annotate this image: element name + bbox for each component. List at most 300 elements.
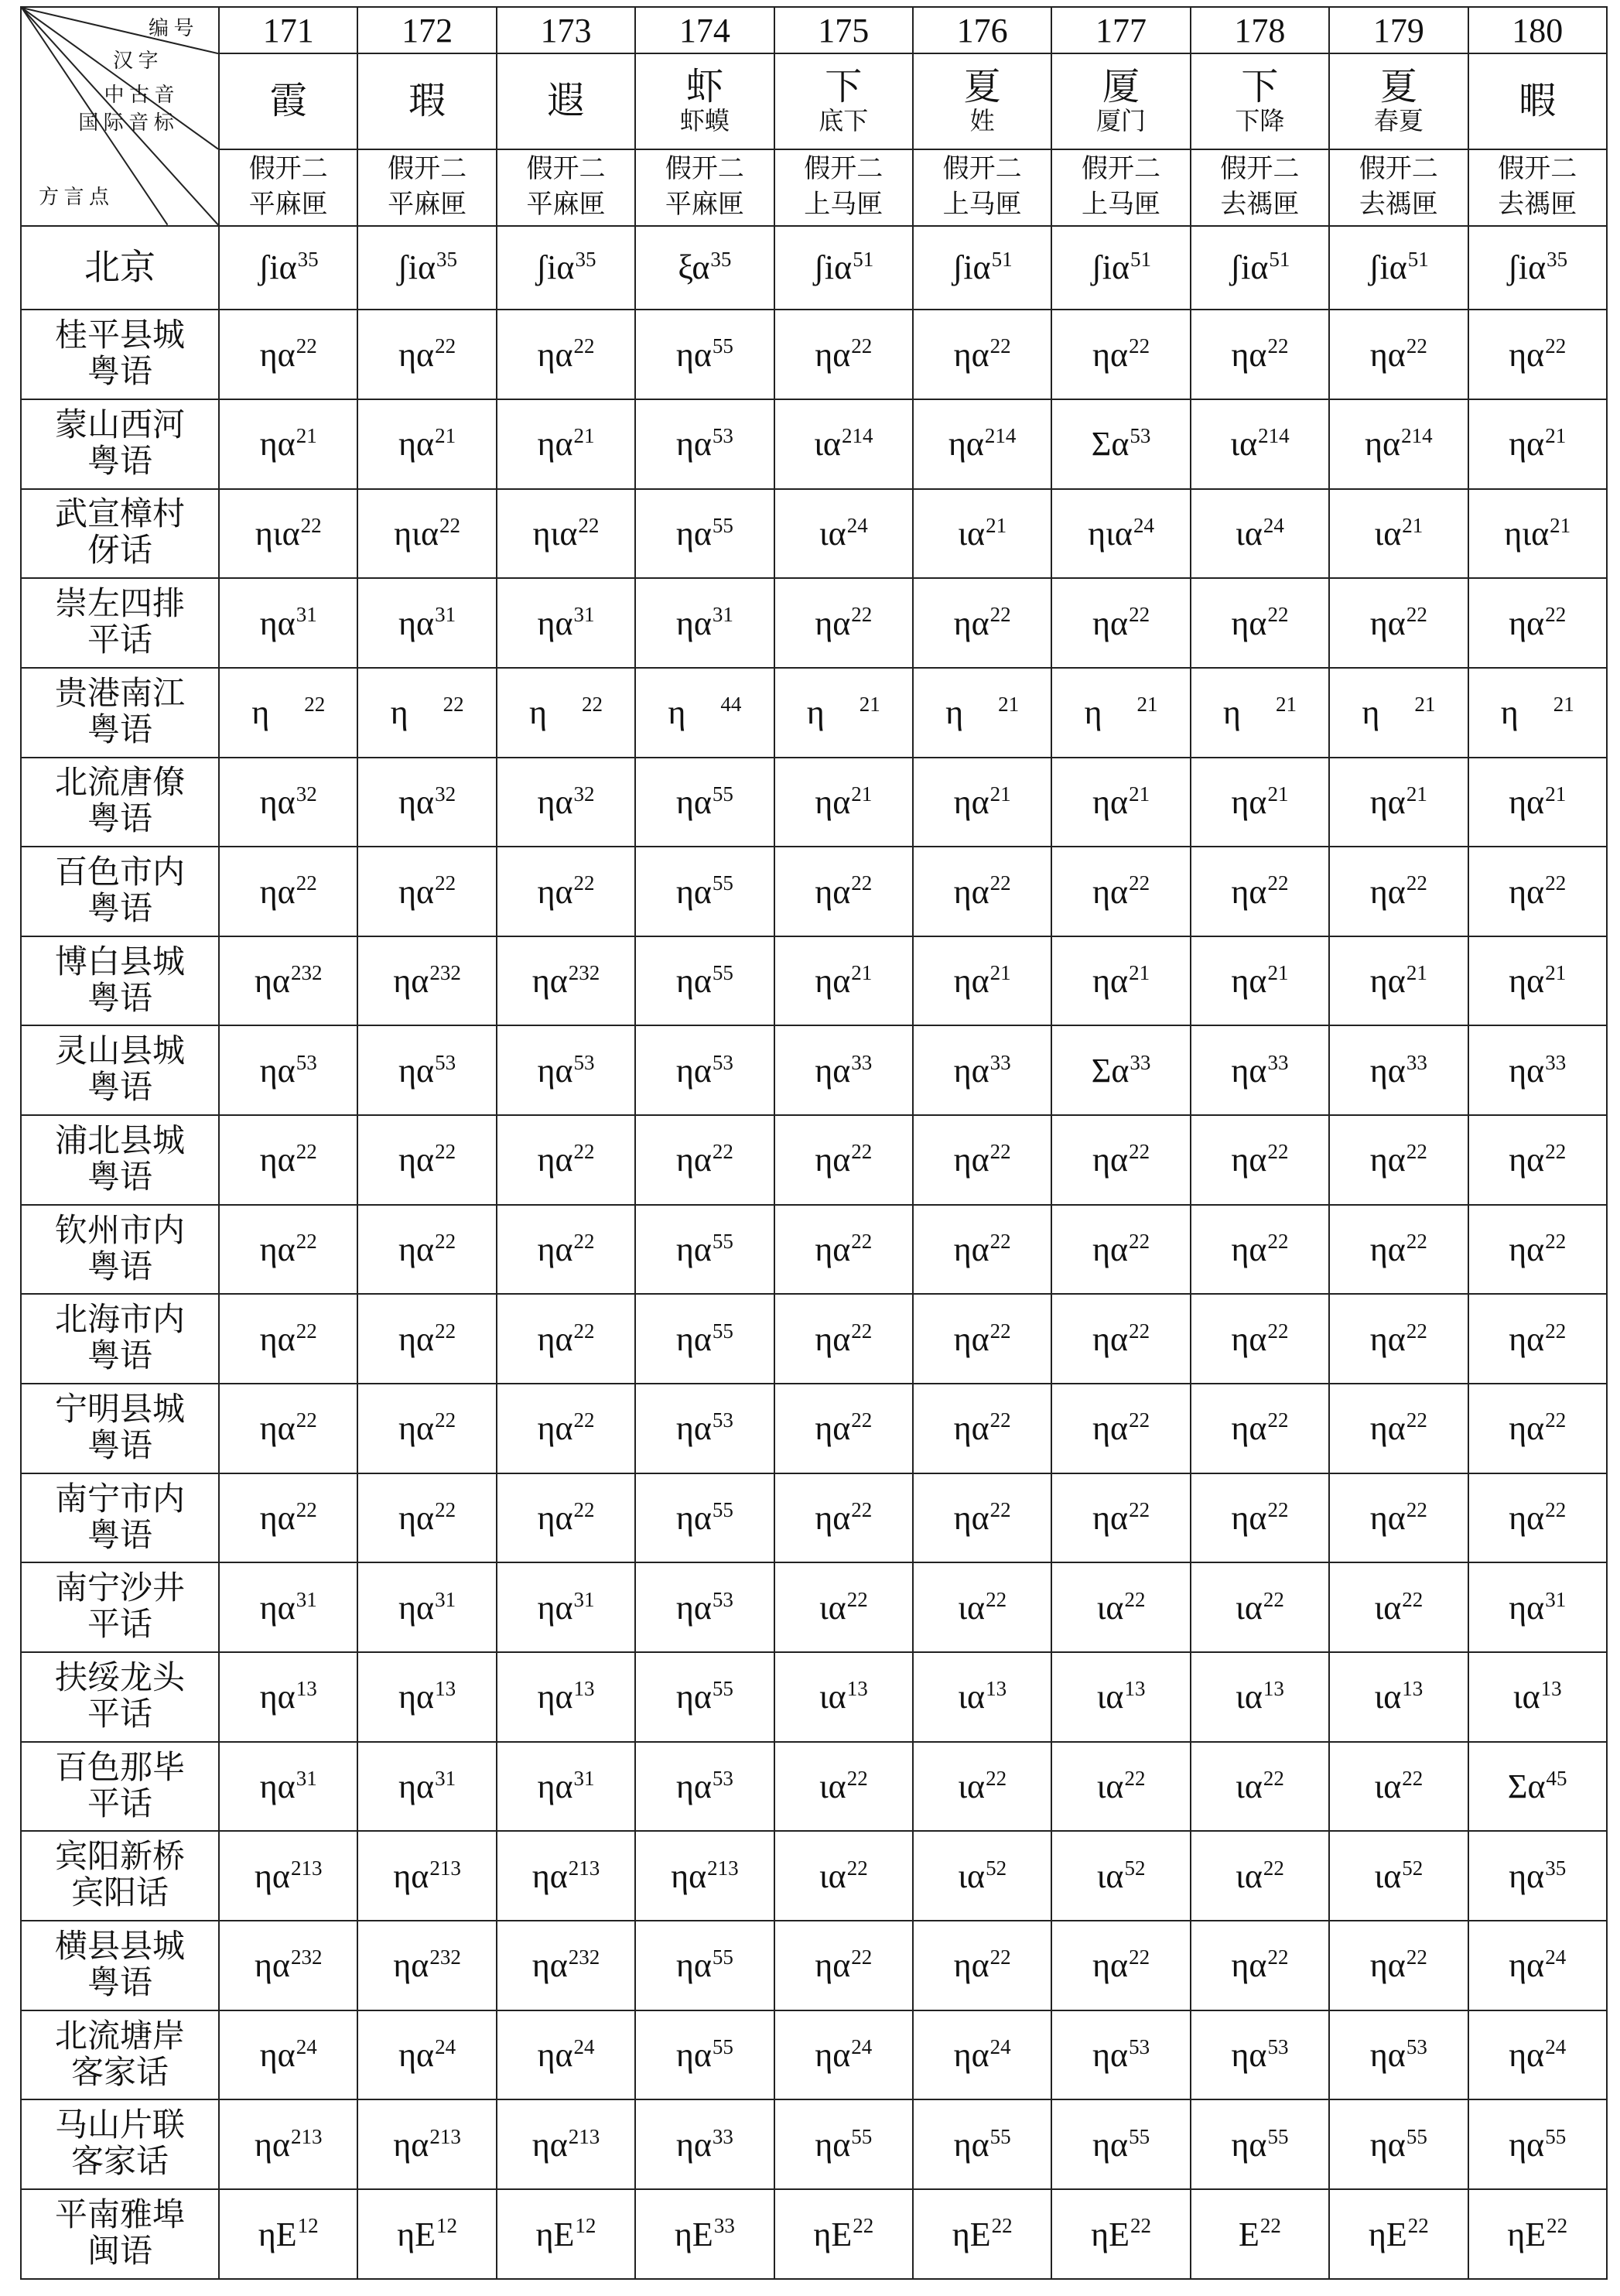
dialect-name: 粤语 <box>87 1428 152 1464</box>
column-character: 瑕 <box>408 80 446 121</box>
location-name: 浦北县城 <box>54 1123 185 1159</box>
pronunciation-cell <box>635 1562 774 1652</box>
pronunciation-cell <box>913 668 1051 758</box>
pronunciation-cell <box>357 310 496 399</box>
ipa-base: ηα <box>254 962 290 1001</box>
tone-number: 53 <box>1129 2034 1150 2058</box>
ipa-base: ηα <box>675 1767 712 1806</box>
ipa-transcription <box>676 1589 733 1627</box>
pronunciation-cell <box>913 1115 1051 1205</box>
pronunciation-cell <box>1329 489 1468 579</box>
tone-number: 22 <box>1545 334 1567 358</box>
tone-number: 213 <box>290 2124 323 2148</box>
ipa-transcription <box>815 1230 872 1268</box>
ipa-base: ηα <box>1231 1409 1267 1448</box>
ipa-base: ηα <box>1369 2125 1406 2164</box>
dialect-name: 平话 <box>87 623 152 659</box>
ipa-transcription <box>1091 2216 1151 2253</box>
tone-number: 214 <box>841 424 873 448</box>
pronunciation-cell <box>1191 758 1329 847</box>
ipa-transcription <box>1092 1499 1150 1537</box>
pronunciation-cell <box>913 2099 1051 2189</box>
ipa-transcription <box>1097 1589 1146 1627</box>
ipa-transcription <box>398 1409 456 1447</box>
ipa-transcription <box>1230 425 1289 463</box>
pronunciation-cell <box>1329 758 1468 847</box>
ipa-transcription <box>954 1230 1011 1268</box>
ipa-transcription <box>1370 1320 1427 1358</box>
ipa-base: ηα <box>259 1230 296 1269</box>
ipa-transcription <box>676 425 733 463</box>
ipa-base: ια <box>958 1588 986 1627</box>
tone-number: 21 <box>998 693 1020 716</box>
pronunciation-cell <box>1191 1205 1329 1295</box>
ipa-transcription <box>813 2216 873 2253</box>
tone-number: 22 <box>300 513 322 537</box>
pronunciation-cell <box>913 1473 1051 1563</box>
pronunciation-cell <box>635 1831 774 1921</box>
ipa-transcription <box>954 604 1011 642</box>
tone-number: 22 <box>1263 1587 1284 1611</box>
tone-number: 31 <box>296 603 317 627</box>
pronunciation-cell <box>1468 2099 1607 2189</box>
tone-number: 22 <box>851 1497 873 1521</box>
ipa-transcription <box>815 1141 872 1179</box>
pronunciation-cell <box>1191 1831 1329 1921</box>
pronunciation-cell <box>1329 668 1468 758</box>
ipa-transcription <box>819 1678 868 1716</box>
ipa-transcription <box>1231 1230 1288 1268</box>
ipa-base: ʃiα <box>1368 248 1407 287</box>
ipa-transcription <box>1369 2216 1429 2253</box>
ipa-transcription <box>1239 2216 1281 2253</box>
middle-chinese-category: 假开二 <box>665 155 744 184</box>
ipa-base: ια <box>958 1767 986 1806</box>
pronunciation-cell <box>357 668 496 758</box>
pronunciation-cell <box>1051 226 1190 310</box>
pronunciation-cell <box>219 226 357 310</box>
pronunciation-cell <box>497 758 635 847</box>
ipa-base: ηα <box>1509 1946 1545 1985</box>
ipa-transcription <box>676 1946 733 1984</box>
tone-number: 13 <box>296 1677 317 1701</box>
ipa-base: η <box>1500 693 1553 732</box>
ipa-base: ηα <box>815 1230 851 1269</box>
location-name: 贵港南江 <box>54 676 185 712</box>
ipa-base: ηα <box>1369 1409 1406 1448</box>
pronunciation-cell <box>1051 847 1190 936</box>
dialect-name: 客家话 <box>70 2144 169 2181</box>
pronunciation-cell <box>497 847 635 936</box>
ipa-transcription <box>676 1052 733 1090</box>
ipa-transcription <box>1501 693 1574 731</box>
pronunciation-cell <box>635 847 774 936</box>
tone-number: 24 <box>435 2034 456 2058</box>
tone-number: 13 <box>1402 1677 1423 1701</box>
pronunciation-cell <box>357 399 496 489</box>
ipa-base: ια <box>819 1588 846 1627</box>
ipa-base: ηα <box>953 1230 989 1269</box>
location-cell <box>21 1562 219 1652</box>
pronunciation-cell <box>1468 489 1607 579</box>
pronunciation-cell <box>913 1831 1051 1921</box>
ipa-transcription <box>1092 873 1150 911</box>
tone-number: 22 <box>1124 1587 1146 1611</box>
ipa-transcription <box>807 693 880 731</box>
tone-number: 22 <box>1406 1945 1427 1969</box>
pronunciation-cell <box>1051 2189 1190 2279</box>
ipa-transcription <box>537 1767 594 1805</box>
pronunciation-cell <box>635 1384 774 1473</box>
ipa-transcription <box>1370 1141 1427 1179</box>
ipa-transcription <box>1509 1320 1566 1358</box>
location-name: 崇左四排 <box>54 587 185 622</box>
pronunciation-cell <box>1051 578 1190 668</box>
tone-number: 213 <box>707 1856 739 1880</box>
pronunciation-cell <box>497 1384 635 1473</box>
tone-number: 22 <box>1259 2214 1281 2238</box>
ipa-transcription <box>815 1409 872 1447</box>
ipa-transcription <box>815 1320 872 1358</box>
ipa-base: ηα <box>815 2125 851 2164</box>
tone-number: 22 <box>435 871 456 895</box>
pronunciation-cell <box>357 758 496 847</box>
ipa-transcription <box>398 336 456 374</box>
tone-number: 52 <box>1402 1856 1423 1880</box>
dialect-pronunciation-table <box>20 6 1608 2280</box>
ipa-transcription <box>1231 2036 1288 2074</box>
ipa-transcription <box>948 425 1017 463</box>
ipa-base: ηα <box>254 1946 290 1985</box>
ipa-base: ια <box>958 514 986 553</box>
ipa-transcription <box>1092 336 1150 374</box>
ipa-transcription <box>1097 1857 1146 1895</box>
pronunciation-cell <box>635 2189 774 2279</box>
pronunciation-cell <box>219 1742 357 1832</box>
ipa-base: ηα <box>675 425 712 464</box>
pronunciation-cell <box>913 847 1051 936</box>
tone-number: 12 <box>575 2214 596 2238</box>
ipa-transcription <box>537 336 594 374</box>
ipa-base: ηα <box>953 1319 989 1358</box>
table-row <box>21 2189 1607 2279</box>
tone-number: 214 <box>1401 424 1433 448</box>
pronunciation-cell <box>219 578 357 668</box>
pronunciation-cell <box>357 1652 496 1742</box>
tone-number: 22 <box>1129 603 1150 627</box>
column-middle-chinese-cell <box>1329 149 1468 226</box>
ipa-base: ηα <box>259 1499 296 1538</box>
ipa-base: ηα <box>1509 2036 1545 2075</box>
pronunciation-cell <box>913 1562 1051 1652</box>
ipa-base: ηα <box>1509 335 1545 374</box>
ipa-transcription <box>537 873 594 911</box>
location-cell <box>21 1294 219 1384</box>
ipa-transcription <box>1508 1767 1567 1805</box>
column-character-cell <box>497 53 635 149</box>
pronunciation-cell <box>1329 1294 1468 1384</box>
table-row <box>21 310 1607 399</box>
tone-number: 22 <box>1406 603 1427 627</box>
ipa-base: ηα <box>398 604 435 642</box>
pronunciation-cell <box>913 578 1051 668</box>
dialect-name: 粤语 <box>87 1249 152 1285</box>
tone-number: 21 <box>989 782 1011 806</box>
tone-number: 32 <box>573 782 595 806</box>
tone-number: 214 <box>984 424 1017 448</box>
middle-chinese-rhyme: 去禡匣 <box>1220 190 1300 220</box>
ipa-base: ηE <box>952 2215 991 2253</box>
ipa-base: ια <box>1235 1767 1263 1806</box>
ipa-base: ηα <box>1509 604 1545 642</box>
column-character: 厦 <box>1102 67 1140 108</box>
ipa-base: ηα <box>675 514 712 553</box>
tone-number: 22 <box>986 1766 1007 1790</box>
pronunciation-cell <box>1051 2099 1190 2189</box>
pronunciation-cell <box>774 1294 913 1384</box>
column-middle-chinese-cell <box>497 149 635 226</box>
location-name: 南宁沙井 <box>54 1571 185 1607</box>
ipa-transcription <box>398 1320 456 1358</box>
pronunciation-cell <box>1191 489 1329 579</box>
tone-number: 22 <box>1545 1497 1567 1521</box>
ipa-base: ηE <box>674 2215 713 2253</box>
location-name: 桂平县城 <box>54 318 185 354</box>
tone-number: 22 <box>1545 1140 1567 1164</box>
column-character: 夏 <box>1379 67 1417 108</box>
pronunciation-cell <box>1051 489 1190 579</box>
pronunciation-cell <box>357 2010 496 2100</box>
dialect-name: 粤语 <box>87 1339 152 1375</box>
column-character: 遐 <box>547 80 585 121</box>
ipa-base: ηα <box>1369 1230 1406 1269</box>
pronunciation-cell <box>635 2010 774 2100</box>
tone-number: 22 <box>991 2214 1013 2238</box>
pronunciation-cell <box>1329 1025 1468 1115</box>
dialect-name: 粤语 <box>87 980 152 1017</box>
pronunciation-cell <box>497 399 635 489</box>
pronunciation-cell <box>1191 578 1329 668</box>
ipa-transcription <box>1223 693 1297 731</box>
ipa-transcription <box>397 248 457 286</box>
ipa-base: ια <box>819 514 846 553</box>
tone-number: 55 <box>712 960 733 984</box>
location-cell <box>21 936 219 1026</box>
ipa-base: ηα <box>259 1409 296 1448</box>
pronunciation-cell <box>774 1115 913 1205</box>
ipa-base: ηα <box>254 2125 290 2164</box>
ipa-transcription <box>260 2036 317 2074</box>
tone-number: 22 <box>1545 1319 1567 1343</box>
tone-number: 22 <box>1267 1319 1289 1343</box>
tone-number: 22 <box>851 1140 873 1164</box>
ipa-base: ηE <box>258 2215 297 2253</box>
ipa-transcription <box>537 1141 594 1179</box>
pronunciation-cell <box>913 1742 1051 1832</box>
ipa-transcription <box>954 2036 1011 2074</box>
middle-chinese-category: 假开二 <box>526 155 606 184</box>
tone-number: 22 <box>1129 1408 1150 1432</box>
ipa-transcription <box>954 1052 1011 1090</box>
tone-number: 21 <box>986 513 1007 537</box>
ipa-transcription <box>958 1857 1007 1895</box>
pronunciation-cell <box>774 1562 913 1652</box>
tone-number: 22 <box>573 1140 595 1164</box>
ipa-transcription <box>1231 1499 1288 1537</box>
tone-number: 22 <box>989 1408 1011 1432</box>
ipa-transcription <box>260 604 317 642</box>
location-name: 武宣樟村 <box>54 497 185 533</box>
tone-number: 45 <box>1546 1766 1567 1790</box>
tone-number: 22 <box>578 513 600 537</box>
column-number-cell <box>635 7 774 53</box>
tone-number: 24 <box>1133 513 1154 537</box>
tone-number: 51 <box>1130 248 1151 272</box>
tone-number: 22 <box>1267 1945 1289 1969</box>
ipa-base: η <box>1084 693 1136 732</box>
pronunciation-cell <box>219 1384 357 1473</box>
pronunciation-cell <box>913 1025 1051 1115</box>
location-name: 北海市内 <box>54 1302 185 1339</box>
ipa-base: ηα <box>1509 1409 1545 1448</box>
pronunciation-cell <box>1468 1831 1607 1921</box>
ipa-transcription <box>1236 1589 1284 1627</box>
tone-number: 22 <box>851 334 873 358</box>
tone-number: 22 <box>296 1497 317 1521</box>
ipa-transcription <box>537 1409 594 1447</box>
pronunciation-cell <box>497 1025 635 1115</box>
ipa-base: ηα <box>259 872 296 911</box>
ipa-transcription <box>1231 2126 1288 2164</box>
ipa-transcription <box>815 1946 872 1984</box>
tone-number: 31 <box>435 1587 456 1611</box>
ipa-base: ηα <box>1369 335 1406 374</box>
tone-number: 22 <box>1129 1945 1150 1969</box>
pronunciation-cell <box>497 1115 635 1205</box>
pronunciation-cell <box>1051 668 1190 758</box>
tone-number: 31 <box>712 603 733 627</box>
ipa-transcription <box>1374 1678 1423 1716</box>
ipa-base: ηα <box>1231 2125 1267 2164</box>
tone-number: 22 <box>573 871 595 895</box>
ipa-base: ηα <box>398 1588 435 1627</box>
ipa-transcription <box>676 1409 733 1447</box>
tone-number: 21 <box>1267 960 1289 984</box>
tone-number: 232 <box>568 1945 600 1969</box>
tone-number: 22 <box>1263 1856 1284 1880</box>
tone-number: 53 <box>573 1050 595 1074</box>
tone-number: 22 <box>435 334 456 358</box>
pronunciation-cell <box>1051 1742 1190 1832</box>
ipa-base: Σα <box>1091 1051 1130 1090</box>
pronunciation-cell <box>1468 1205 1607 1295</box>
ipa-base: ηα <box>1231 1946 1267 1985</box>
pronunciation-cell <box>1329 1384 1468 1473</box>
ipa-transcription <box>1088 515 1154 553</box>
pronunciation-cell <box>913 758 1051 847</box>
pronunciation-cell <box>1329 936 1468 1026</box>
pronunciation-cell <box>219 2189 357 2279</box>
column-character-cell <box>1191 53 1329 149</box>
ipa-transcription <box>1509 2036 1566 2074</box>
ipa-transcription <box>1370 1409 1427 1447</box>
ipa-base: ηα <box>1509 2125 1545 2164</box>
ipa-transcription <box>1370 2036 1427 2074</box>
ipa-transcription <box>819 1857 868 1895</box>
tone-number: 13 <box>986 1677 1007 1701</box>
tone-number: 55 <box>712 2034 733 2058</box>
pronunciation-cell <box>1329 310 1468 399</box>
pronunciation-cell <box>1051 2010 1190 2100</box>
tone-number: 24 <box>851 2034 873 2058</box>
ipa-transcription <box>954 1320 1011 1358</box>
ipa-transcription <box>536 248 596 286</box>
ipa-base: ηα <box>537 1141 573 1179</box>
tone-number: 21 <box>989 960 1011 984</box>
middle-chinese-category: 假开二 <box>1498 155 1577 184</box>
tone-number: 22 <box>851 1319 873 1343</box>
tone-number: 24 <box>1263 513 1284 537</box>
ipa-base: ηα <box>398 1678 435 1716</box>
tone-number: 22 <box>296 1408 317 1432</box>
pronunciation-cell <box>1191 936 1329 1026</box>
pronunciation-cell <box>1468 1921 1607 2010</box>
middle-chinese-category: 假开二 <box>1082 155 1161 184</box>
ipa-transcription <box>954 783 1011 821</box>
ipa-transcription <box>398 1499 456 1537</box>
tone-number: 33 <box>989 1050 1011 1074</box>
pronunciation-cell <box>774 1652 913 1742</box>
ipa-base: ηα <box>1231 962 1267 1001</box>
pronunciation-cell <box>774 1921 913 2010</box>
ipa-base: ηα <box>537 425 573 464</box>
ipa-transcription <box>1236 515 1284 553</box>
ipa-base: η <box>668 693 720 732</box>
tone-number: 55 <box>712 334 733 358</box>
tone-number: 24 <box>1545 2034 1567 2058</box>
tone-number: 22 <box>851 1945 873 1969</box>
tone-number: 22 <box>573 1408 595 1432</box>
pronunciation-cell <box>1191 226 1329 310</box>
tone-number: 33 <box>1267 1050 1289 1074</box>
location-cell <box>21 1025 219 1115</box>
tone-number: 53 <box>712 424 733 448</box>
middle-chinese-category: 假开二 <box>804 155 883 184</box>
ipa-base: ηE <box>397 2215 436 2253</box>
tone-number: 21 <box>851 782 873 806</box>
tone-number: 22 <box>435 1229 456 1253</box>
ipa-base: ηα <box>259 604 296 642</box>
middle-chinese-category: 假开二 <box>388 155 467 184</box>
tone-number: 22 <box>1267 603 1289 627</box>
tone-number: 55 <box>712 1677 733 1701</box>
pronunciation-cell <box>497 1652 635 1742</box>
pronunciation-cell <box>497 2189 635 2279</box>
ipa-base: ηα <box>675 1499 712 1538</box>
pronunciation-cell <box>774 758 913 847</box>
tone-number: 53 <box>435 1050 456 1074</box>
ipa-base: ηα <box>398 1141 435 1179</box>
tone-number: 22 <box>435 1319 456 1343</box>
table-row <box>21 847 1607 936</box>
tone-number: 22 <box>1406 871 1427 895</box>
ipa-transcription <box>1370 604 1427 642</box>
ipa-base: ηα <box>1231 1141 1267 1179</box>
tone-number: 55 <box>1267 2124 1289 2148</box>
table-row <box>21 1294 1607 1384</box>
pronunciation-cell <box>635 668 774 758</box>
ipa-transcription <box>537 1230 594 1268</box>
